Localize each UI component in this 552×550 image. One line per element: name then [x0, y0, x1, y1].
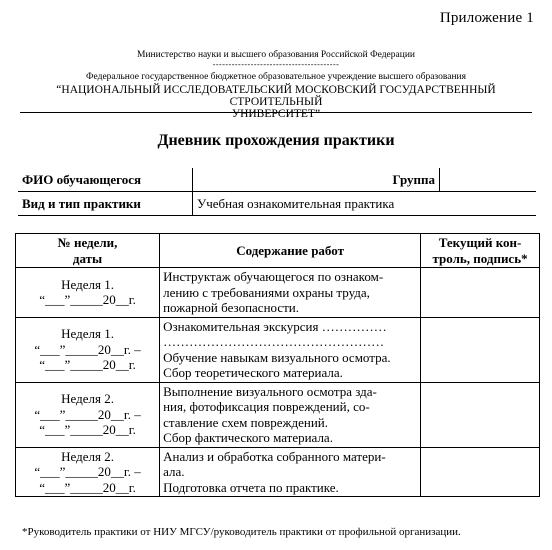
week-cell-line: “___”_____20__г. –: [34, 406, 141, 422]
week-cell-line: “___”_____20__г. –: [34, 464, 141, 479]
week-header-line2: даты: [72, 250, 103, 266]
university-name: [20, 84, 532, 120]
week-column-header: [16, 234, 160, 268]
week-cell: [16, 447, 160, 497]
page-title: Дневник прохождения практики: [157, 132, 395, 149]
content-cell: [160, 317, 421, 382]
content-cell-line: Анализ и обработка собранного матери-: [163, 448, 386, 464]
week-cell-line: Неделя 1.: [61, 276, 114, 292]
week-cell-line: “___”_____20__г.: [39, 422, 136, 438]
dash-separator: ----------------------------------------: [212, 60, 340, 69]
content-cell: [160, 268, 421, 318]
week-cell-line: “___”_____20__г.: [39, 357, 136, 373]
table-row: [16, 447, 540, 497]
content-cell-line: пожарной безопасности.: [163, 300, 300, 315]
table-row: [16, 317, 540, 382]
week-cell-line: Неделя 1.: [61, 326, 114, 342]
diary-header-row: [16, 234, 540, 268]
content-cell-line: Сбор теоретического материала.: [163, 365, 343, 380]
info-row-type: [18, 192, 536, 216]
control-signature-cell[interactable]: [421, 268, 540, 318]
control-header-line1: Текущий кон-: [438, 235, 522, 250]
table-row: [16, 382, 540, 447]
practice-diary-table: [15, 233, 540, 497]
content-cell-line: лению с требованиями охраны труда,: [163, 284, 370, 300]
footnote: *Руководитель практики от НИУ МГСУ/руководитель практики от профильной организации.: [22, 526, 461, 538]
content-cell-line: ала.: [163, 464, 185, 479]
ministry-line: Министерство науки и высшего образования Российской Федерации: [137, 50, 415, 60]
content-cell-line: Инструктаж обучающегося по ознаком-: [163, 269, 384, 284]
control-header-line2: троль, подпись*: [432, 250, 528, 266]
federal-institution-line: Федеральное государственное бюджетное образовательное учреждение высшего образования: [86, 72, 466, 82]
control-signature-cell[interactable]: [421, 382, 540, 447]
header-divider: [20, 112, 532, 113]
content-cell-line: Подготовка отчета по практике.: [163, 479, 339, 495]
table-row: [16, 268, 540, 318]
week-cell-line: “___”_____20__г.: [39, 292, 136, 308]
week-cell-line: “___”_____20__г. –: [34, 341, 141, 357]
content-cell: [160, 447, 421, 497]
content-column-header: Содержание работ: [160, 234, 421, 268]
content-cell: [160, 382, 421, 447]
university-name-line2: УНИВЕРСИТЕТ”: [231, 108, 321, 120]
content-cell-line: Ознакомительная экскурсия ……………: [163, 318, 387, 334]
fio-label: ФИО обучающегося: [18, 168, 193, 192]
student-info-table: [18, 168, 536, 216]
control-signature-cell[interactable]: [421, 317, 540, 382]
week-cell-line: Неделя 2.: [61, 391, 114, 407]
week-cell-line: “___”_____20__г.: [39, 479, 136, 495]
week-cell: [16, 382, 160, 447]
group-label: Группа: [193, 168, 440, 192]
info-row-fio: [18, 168, 536, 192]
practice-type-label: Вид и тип практики: [18, 192, 193, 216]
university-name-line1: “НАЦИОНАЛЬНЫЙ ИССЛЕДОВАТЕЛЬСКИЙ МОСКОВСКИЙ ГОСУДАРСТВЕННЫЙ СТРОИТЕЛЬНЫЙ: [56, 84, 496, 108]
practice-type-value: Учебная ознакомительная практика: [193, 192, 537, 216]
control-signature-cell[interactable]: [421, 447, 540, 497]
week-cell-line: Неделя 2.: [61, 448, 114, 464]
appendix-label: Приложение 1: [439, 10, 534, 26]
content-cell-line: Сбор фактического материала.: [163, 430, 333, 445]
content-cell-line: Выполнение визуального осмотра зда-: [163, 383, 377, 399]
content-cell-line: ставление схем повреждений.: [163, 414, 329, 430]
content-cell-line: ……………………………………………: [163, 334, 385, 349]
content-cell-line: ния, фотофиксация повреждений, со-: [163, 399, 370, 414]
control-column-header: [421, 234, 540, 268]
group-value-field[interactable]: [440, 168, 537, 192]
week-cell: [16, 317, 160, 382]
week-header-line1: № недели,: [57, 235, 118, 250]
content-cell-line: Обучение навыкам визуального осмотра.: [163, 349, 391, 365]
week-cell: [16, 268, 160, 318]
